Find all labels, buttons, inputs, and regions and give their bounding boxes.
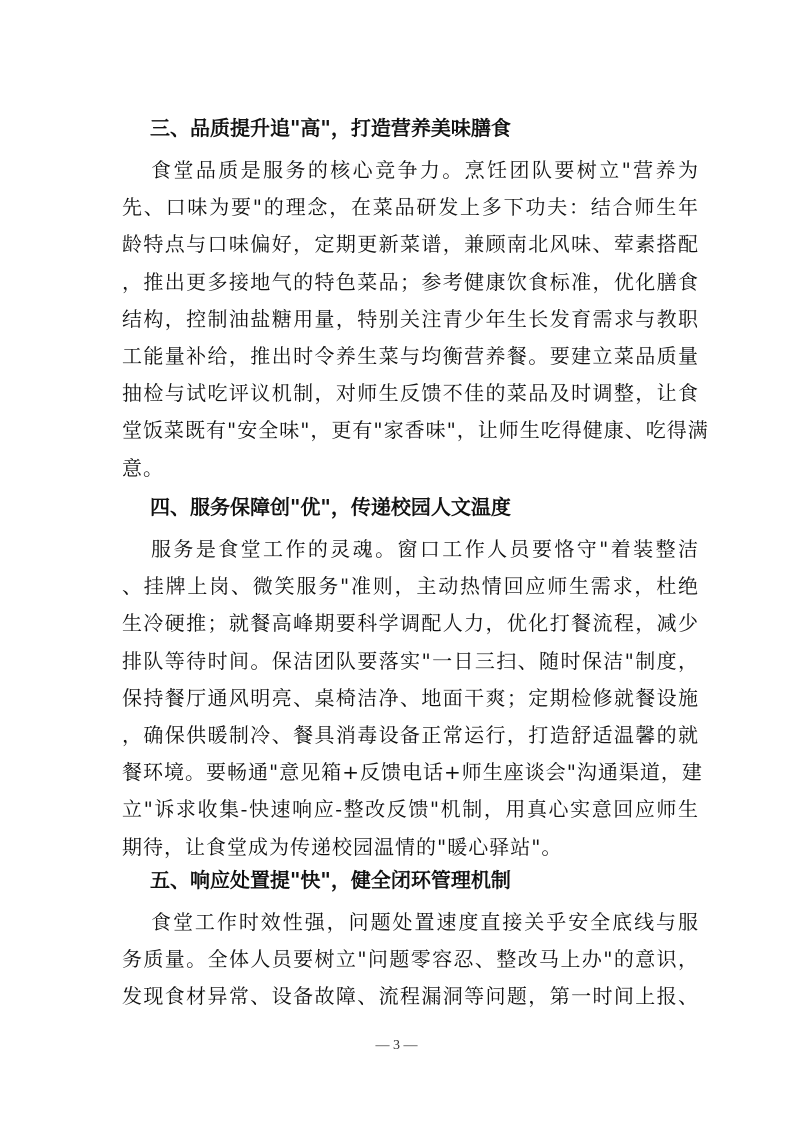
text-line: 先、口味为要"的理念，在菜品研发上多下功夫：结合师生年 [122, 195, 699, 220]
text-line: 工能量补给，推出时令养生菜与均衡营养餐。要建立菜品质量 [122, 343, 699, 368]
text-line: 立"诉求收集-快速响应-整改反馈"机制，用真心实意回应师生 [122, 797, 699, 822]
section-heading-3: 三、品质提升追"高"，打造营养美味膳食 [150, 116, 511, 140]
text-line: 龄特点与口味偏好，定期更新菜谱，兼顾南北风味、荤素搭配 [122, 232, 699, 257]
text-line: 堂饭菜既有"安全味"，更有"家香味"，让师生吃得健康、吃得满 [122, 418, 709, 443]
text-line: 餐环境。要畅通"意见箱+反馈电话+师生座谈会"沟通渠道，建 [122, 760, 703, 785]
text-line: 食堂品质是服务的核心竞争力。烹饪团队要树立"营养为 [151, 158, 699, 182]
text-line: 食堂工作时效性强，问题处置速度直接关乎安全底线与服 [151, 910, 699, 934]
text-line: 发现食材异常、设备故障、流程漏洞等问题，第一时间上报、 [122, 984, 699, 1009]
page-number: — 3 — [375, 1038, 418, 1053]
text-line: 、挂牌上岗、微笑服务"准则，主动热情回应师生需求，杜绝 [122, 574, 699, 599]
section-heading-5: 五、响应处置提"快"，健全闭环管理机制 [150, 868, 511, 892]
text-line: 期待，让食堂成为传递校园温情的"暖心驿站"。 [122, 834, 563, 859]
text-line: 保持餐厅通风明亮、桌椅洁净、地面干爽；定期检修就餐设施 [122, 685, 699, 710]
text-line: ，确保供暖制冷、餐具消毒设备正常运行，打造舒适温馨的就 [122, 722, 699, 747]
section-heading-4: 四、服务保障创"优"，传递校园人文温度 [150, 495, 511, 519]
text-line: ，推出更多接地气的特色菜品；参考健康饮食标准，优化膳食 [122, 269, 699, 294]
text-line: 务质量。全体人员要树立"问题零容忍、整改马上办"的意识， [122, 947, 699, 972]
text-line: 服务是食堂工作的灵魂。窗口工作人员要恪守"着装整洁 [151, 537, 699, 561]
section-body-3 [122, 152, 709, 487]
text-line: 生冷硬推；就餐高峰期要科学调配人力，优化打餐流程，减少 [122, 611, 699, 636]
text-line: 意。 [122, 455, 164, 480]
text-line: 抽检与试吃评议机制，对师生反馈不佳的菜品及时调整，让食 [122, 381, 699, 406]
section-body-5 [122, 904, 699, 1016]
section-body-4 [122, 531, 703, 866]
text-line: 结构，控制油盐糖用量，特别关注青少年生长发育需求与教职 [122, 306, 699, 331]
text-line: 排队等待时间。保洁团队要落实"一日三扫、随时保洁"制度， [122, 648, 699, 673]
